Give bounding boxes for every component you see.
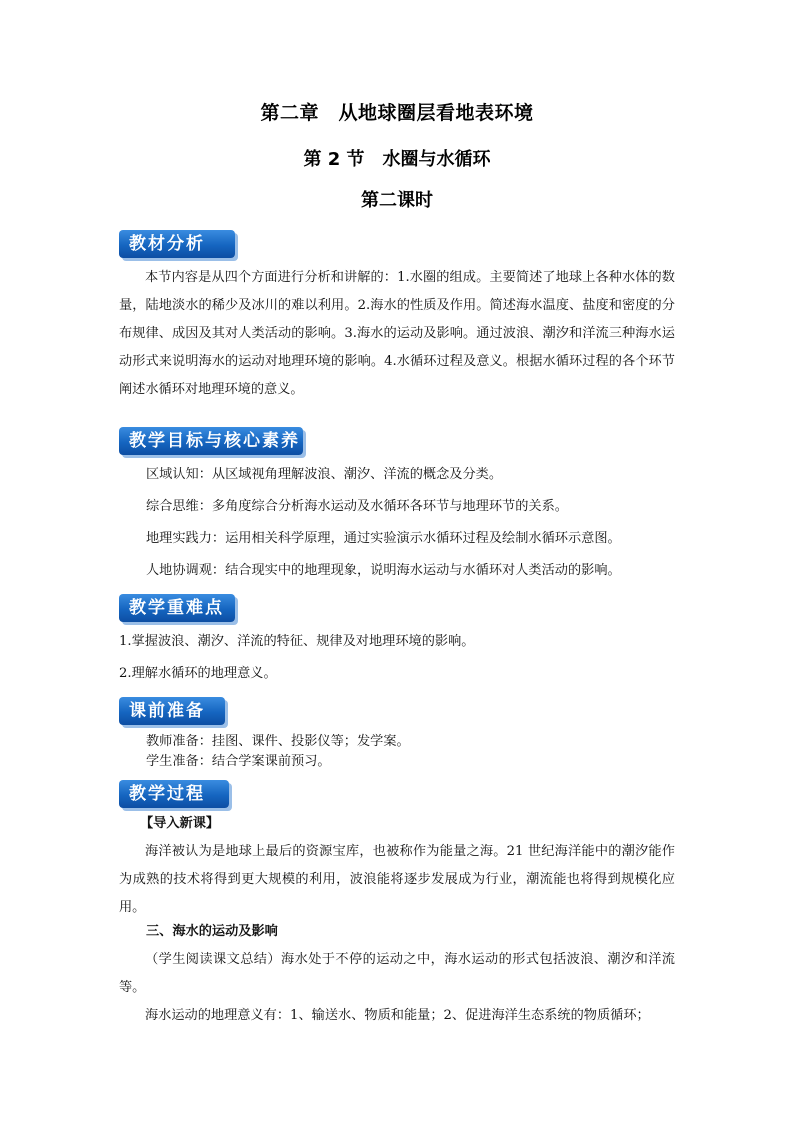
preparation-item: 教师准备：挂图、课件、投影仪等；发学案。 bbox=[146, 734, 410, 749]
process-body: （学生阅读课文总结）海水处于不停的运动之中，海水运动的形式包括波浪、潮汐和洋流等。 bbox=[119, 952, 675, 995]
objective-item: 综合思维：多角度综合分析海水运动及水循环各环节与地理环节的关系。 bbox=[146, 499, 568, 514]
process-body: 海水运动的地理意义有：1、输送水、物质和能量；2、促进海洋生态系统的物质循环； bbox=[145, 1008, 650, 1023]
intro-body: 海洋被认为是地球上最后的资源宝库，也被称作为能量之海。21 世纪海洋能中的潮汐能作为成熟的技术将得到更大规模的利用，波浪能将逐步发展成为行业，潮流能也将得到规模化应用。 bbox=[119, 844, 675, 915]
objective-item: 区域认知：从区域视角理解波浪、潮汐、洋流的概念及分类。 bbox=[146, 467, 503, 482]
objectives-heading: 教学目标与核心素养 bbox=[119, 427, 303, 455]
textbook-analysis-heading: 教材分析 bbox=[119, 230, 235, 258]
objective-item: 地理实践力：运用相关科学原理，通过实验演示水循环过程及绘制水循环示意图。 bbox=[146, 531, 621, 546]
process-heading: 教学过程 bbox=[119, 780, 229, 808]
preparation-heading: 课前准备 bbox=[119, 697, 225, 725]
key-point-item: 2.理解水循环的地理意义。 bbox=[119, 666, 277, 681]
textbook-analysis-body: 本节内容是从四个方面进行分析和讲解的：1.水圈的组成。主要简述了地球上各种水体的数量，陆地淡水的稀少及冰川的难以利用。2.海水的性质及作用。简述海水温度、盐度和密度的分布规律、成因及其对人类活动的影响。3.海水的运动及影响。通过波浪、潮汐和洋流三种海水运动形式来说明海水的运动对地理环境的影响。4.水循环过程及意义。根据水循环过程的各个环节阐述水循环对地理环境的意义。 bbox=[119, 270, 675, 397]
key-points-heading: 教学重难点 bbox=[119, 594, 235, 622]
preparation-item: 学生准备：结合学案课前预习。 bbox=[146, 754, 331, 769]
lesson-title: 第二课时 bbox=[361, 190, 433, 211]
section-title: 第 2 节 水圈与水循环 bbox=[303, 149, 491, 170]
objective-item: 人地协调观：结合现实中的地理现象，说明海水运动与水循环对人类活动的影响。 bbox=[146, 563, 621, 578]
key-point-item: 1.掌握波浪、潮汐、洋流的特征、规律及对地理环境的影响。 bbox=[119, 634, 475, 649]
intro-label: 【导入新课】 bbox=[140, 816, 220, 831]
chapter-title: 第二章 从地球圈层看地表环境 bbox=[260, 102, 534, 124]
subsection-heading: 三、海水的运动及影响 bbox=[146, 924, 278, 939]
